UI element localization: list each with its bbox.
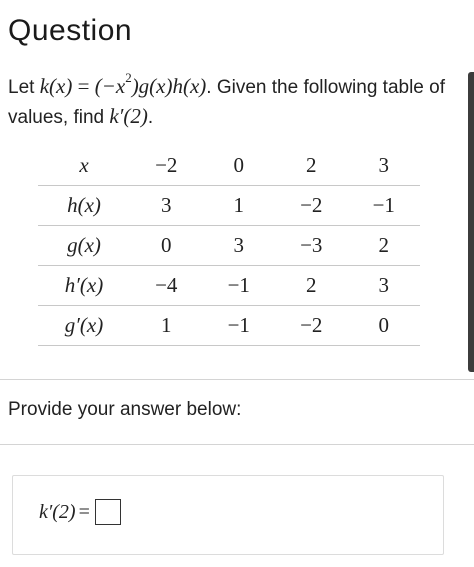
problem-prefix: Let [8, 77, 40, 98]
problem-final: . [147, 107, 154, 128]
table-header-row [38, 146, 420, 186]
section-divider [0, 379, 474, 380]
answer-input[interactable] [95, 499, 121, 525]
table-cell: −1 [203, 266, 276, 306]
table-cell: −3 [275, 226, 348, 266]
row-label-h-prime: h′(x) [38, 266, 130, 306]
table-header-cell: −2 [130, 146, 203, 186]
table-cell: −2 [275, 306, 348, 346]
problem-sentence: . Given the following table of values, find [8, 77, 445, 128]
table-header-cell: 3 [348, 146, 421, 186]
answer-panel [12, 475, 444, 555]
table-row [38, 266, 420, 306]
table-row [38, 186, 420, 226]
question-heading: Question [8, 14, 133, 47]
answer-prompt: Provide your answer below: [8, 399, 242, 420]
table-cell: −4 [130, 266, 203, 306]
answer-row [39, 499, 121, 525]
table-header-cell: 2 [275, 146, 348, 186]
table-cell: 1 [130, 306, 203, 346]
table-cell: 2 [348, 226, 421, 266]
row-label-g: g(x) [38, 226, 130, 266]
table-header-label: x [38, 146, 130, 186]
scrollbar-thumb[interactable] [468, 72, 474, 372]
formula-rhs-rest: )g(x)h(x) [131, 74, 207, 98]
formula-rhs-open: (−x [94, 74, 126, 98]
table-cell: 3 [130, 186, 203, 226]
table-cell: 2 [275, 266, 348, 306]
table-cell: −1 [348, 186, 421, 226]
section-divider [0, 444, 474, 445]
table-header-cell: 0 [203, 146, 276, 186]
table-cell: 1 [203, 186, 276, 226]
row-label-h: h(x) [38, 186, 130, 226]
table-cell: 3 [348, 266, 421, 306]
formula-lhs: k(x) [39, 74, 73, 98]
row-label-g-prime: g′(x) [38, 306, 130, 346]
values-table [38, 146, 420, 346]
answer-equals: = [78, 500, 90, 523]
problem-statement [8, 72, 458, 132]
problem-target: k′(2) [109, 104, 148, 128]
table-cell: 0 [130, 226, 203, 266]
formula-equals: = [72, 74, 95, 98]
table-cell: −2 [275, 186, 348, 226]
table-cell: 3 [203, 226, 276, 266]
answer-label: k′(2) [39, 500, 76, 523]
table-cell: 0 [348, 306, 421, 346]
table-row [38, 306, 420, 346]
problem-formula [39, 70, 207, 98]
formula-exponent: 2 [125, 70, 132, 85]
table-row [38, 226, 420, 266]
table-cell: −1 [203, 306, 276, 346]
